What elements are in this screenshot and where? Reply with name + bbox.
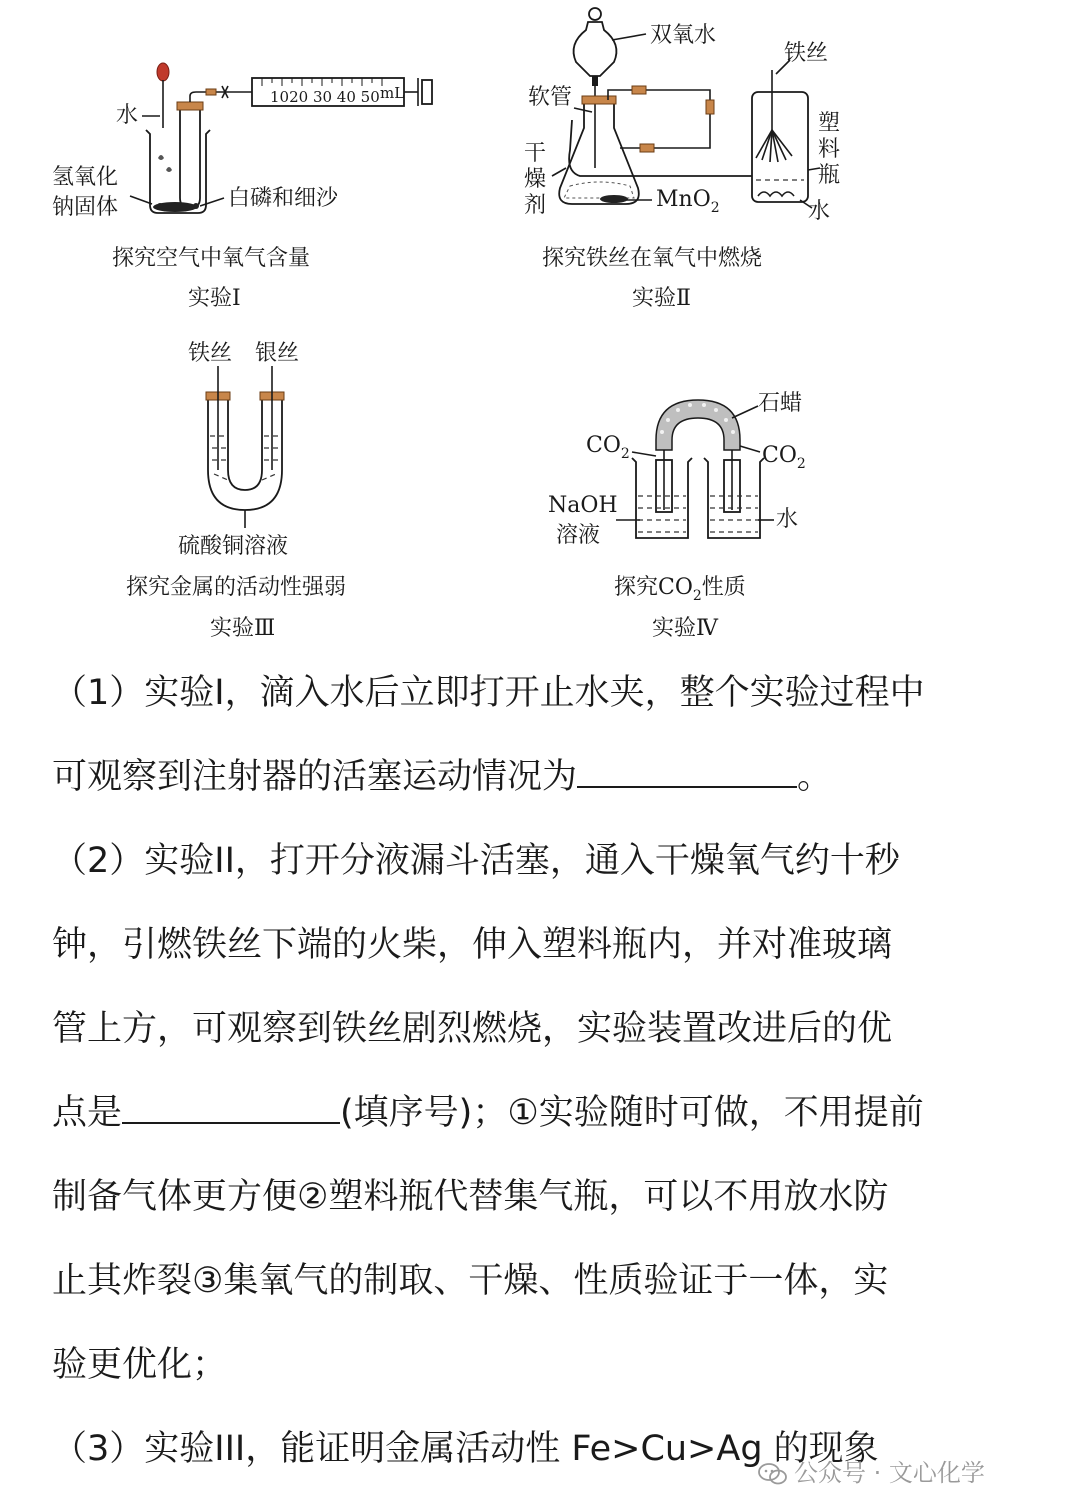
exp1-description: 探究空气中氧气含量	[112, 246, 311, 271]
q2-line-4: 点是 (填序号)；①实验随时可做，不用提前	[52, 1093, 924, 1133]
exp2-bottle-label-3: 瓶	[818, 163, 841, 188]
exp2-tube-label: 软管	[528, 85, 573, 110]
q1-answer-blank[interactable]	[577, 786, 797, 788]
exp2-flask	[559, 100, 639, 204]
exp3-apparatus	[206, 366, 284, 528]
exp4-water-label: 水	[776, 507, 799, 532]
q1-line-2: 可观察到注射器的活塞运动情况为 。	[52, 757, 833, 797]
exp2-bottle-label-1: 塑	[818, 111, 841, 136]
exp1-scale: 1020 30 40 50	[270, 88, 380, 106]
exp2-drying-label-1: 干	[524, 141, 547, 166]
exp1-naoh-label-1: 氢氧化	[52, 165, 119, 190]
exp3-solution-label: 硫酸铜溶液	[178, 534, 289, 559]
watermark-text: 公众号 · 文心化学	[794, 1459, 985, 1487]
exp4-wax-label: 石蜡	[758, 391, 803, 416]
exp2-bottle-label-2: 料	[818, 137, 841, 162]
exp2-funnel	[574, 22, 617, 76]
exp1-dropper-bulb	[157, 63, 169, 81]
exp2-title: 实验Ⅱ	[632, 286, 691, 311]
experiment-figures	[0, 0, 1067, 650]
exp4-naoh-label-2: 溶液	[556, 523, 601, 548]
q2-line-5: 制备气体更方便②塑料瓶代替集气瓶，可以不用放水防	[52, 1177, 889, 1217]
q3-line-1: （3）实验III，能证明金属活动性 Fe>Cu>Ag 的现象	[52, 1429, 879, 1469]
exp2-wire-label: 铁丝	[784, 41, 829, 66]
exp2-mno2-label: MnO$_2$	[656, 187, 720, 216]
exp4-arch-tube	[656, 400, 740, 450]
exp3-description: 探究金属的活动性强弱	[126, 575, 347, 600]
exp4-apparatus	[616, 400, 774, 538]
exp1-title: 实验Ⅰ	[188, 286, 241, 311]
q2-answer-blank[interactable]	[122, 1122, 340, 1124]
exp2-drying-label-3: 剂	[524, 193, 547, 218]
exp4-naoh-label-1: NaOH	[548, 493, 618, 518]
watermark	[758, 1453, 985, 1488]
exp1-test-tube	[180, 108, 200, 208]
exp4-co2-right-label: $CO_2$	[762, 443, 806, 472]
q2-line-6: 止其炸裂③集氧气的制取、干燥、性质验证于一体，实	[52, 1261, 889, 1301]
exp2-h2o2-label: 双氧水	[650, 23, 717, 48]
exp1-naoh-label-2: 钠固体	[52, 195, 119, 220]
q1-line-1: （1）实验I，滴入水后立即打开止水夹，整个实验过程中	[52, 673, 925, 713]
exp3-iron-label: 铁丝	[188, 341, 233, 366]
exp1-water-label: 水	[116, 103, 139, 128]
q2-line-3: 管上方，可观察到铁丝剧烈燃烧，实验装置改进后的优	[52, 1009, 893, 1049]
q2-line-7: 验更优化；	[52, 1345, 228, 1385]
exp4-co2-left-label: $CO_2$	[586, 433, 630, 462]
wechat-icon	[758, 1463, 788, 1485]
exp3-silver-label: 银丝	[255, 341, 300, 366]
exp4-title: 实验Ⅳ	[652, 616, 718, 641]
q2-line-2: 钟，引燃铁丝下端的火柴，伸入塑料瓶内，并对准玻璃	[52, 925, 893, 965]
exp4-beaker-right	[704, 458, 764, 538]
exp1-unit: mL	[380, 84, 405, 102]
q2-line-1: （2）实验II，打开分液漏斗活塞，通入干燥氧气约十秒	[52, 841, 900, 881]
exp2-description: 探究铁丝在氧气中燃烧	[542, 246, 763, 271]
exp3-title: 实验Ⅲ	[210, 616, 276, 641]
exp3-u-tube	[208, 398, 282, 510]
exp1-phosphorus-label: 白磷和细沙	[228, 186, 339, 211]
exp2-water-label: 水	[808, 199, 831, 224]
exp4-description: 探究$CO_2$性质	[614, 575, 746, 604]
exp2-drying-label-2: 燥	[524, 167, 547, 192]
exp4-beaker-left	[632, 458, 692, 538]
